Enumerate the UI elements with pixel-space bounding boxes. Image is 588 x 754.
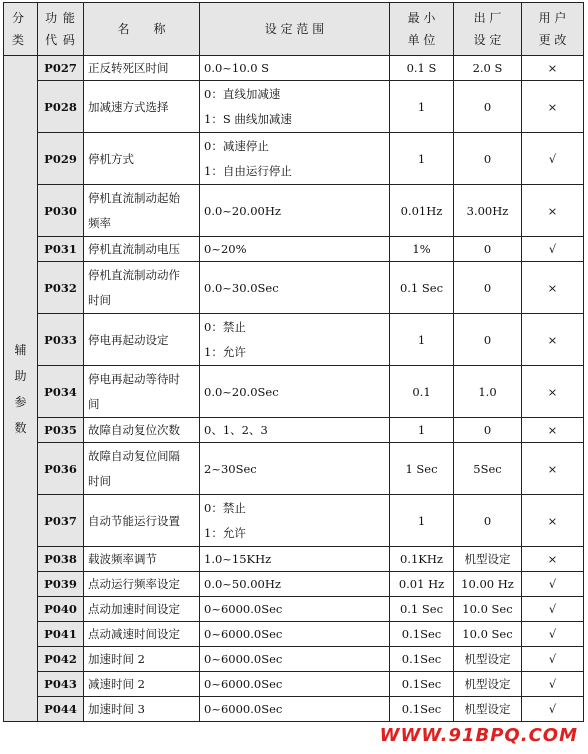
param-range-line: 0.0~20.00Hz xyxy=(204,203,281,218)
param-range-line: 0、1、2、3 xyxy=(204,423,268,437)
param-range xyxy=(200,418,390,443)
param-range-line: 0：禁止 xyxy=(204,500,246,515)
header-default: 出 厂 设 定 xyxy=(454,3,522,56)
param-default: 1.0 xyxy=(454,366,522,418)
param-name xyxy=(84,597,200,622)
param-range-line: 0.0~50.00Hz xyxy=(204,577,281,591)
param-range-line: 1：允许 xyxy=(204,525,246,540)
category-char: 参 xyxy=(14,394,27,409)
table-row xyxy=(4,262,584,314)
param-unit: 1 xyxy=(390,495,454,547)
param-range-line: 0~6000.0Sec xyxy=(204,702,283,716)
param-name-line: 停机直流制动动作 xyxy=(88,267,180,282)
param-range-line: 0.0~10.0 S xyxy=(204,61,270,75)
param-unit: 0.1Sec xyxy=(390,647,454,672)
param-range-line: 0：禁止 xyxy=(204,319,246,334)
param-unit: 0.1Sec xyxy=(390,697,454,722)
table-row xyxy=(4,572,584,597)
param-code: P029 xyxy=(38,133,84,185)
header-unit: 最 小 单 位 xyxy=(390,3,454,56)
param-default: 机型设定 xyxy=(454,647,522,672)
param-name xyxy=(84,647,200,672)
param-unit: 1 xyxy=(390,133,454,185)
param-name-line: 频率 xyxy=(88,215,111,230)
param-name-line: 停机直流制动起始 xyxy=(88,190,180,205)
param-name-line: 加速时间 3 xyxy=(88,702,145,716)
param-name-line: 停电再起动等待时 xyxy=(88,371,180,386)
param-code: P043 xyxy=(38,672,84,697)
param-name xyxy=(84,237,200,262)
param-name-line: 点动运行频率设定 xyxy=(88,577,180,591)
param-range-line: 0~20% xyxy=(204,242,247,256)
param-user-change: × xyxy=(522,443,584,495)
category-cell xyxy=(4,56,38,722)
param-default: 0 xyxy=(454,495,522,547)
param-default: 0 xyxy=(454,418,522,443)
param-name-line: 时间 xyxy=(88,292,111,307)
param-code: P031 xyxy=(38,237,84,262)
param-name-line: 自动节能运行设置 xyxy=(88,513,180,528)
param-code: P039 xyxy=(38,572,84,597)
param-user-change: × xyxy=(522,495,584,547)
param-name-line: 点动减速时间设定 xyxy=(88,627,180,641)
param-range xyxy=(200,185,390,237)
param-name xyxy=(84,572,200,597)
param-range-line: 1：允许 xyxy=(204,344,246,359)
param-range-line: 0~6000.0Sec xyxy=(204,652,283,666)
param-range xyxy=(200,314,390,366)
param-code: P036 xyxy=(38,443,84,495)
header-row xyxy=(4,3,584,56)
param-user-change: × xyxy=(522,547,584,572)
param-default: 机型设定 xyxy=(454,547,522,572)
param-default: 3.00Hz xyxy=(454,185,522,237)
header-category: 分 类 xyxy=(4,3,38,56)
param-default: 0 xyxy=(454,237,522,262)
param-default: 10.0 Sec xyxy=(454,597,522,622)
param-code: P034 xyxy=(38,366,84,418)
param-unit: 1% xyxy=(390,237,454,262)
param-name xyxy=(84,622,200,647)
param-name xyxy=(84,697,200,722)
param-user-change: √ xyxy=(522,622,584,647)
param-range-line: 0：直线加减速 xyxy=(204,86,281,101)
param-code: P028 xyxy=(38,81,84,133)
param-code: P044 xyxy=(38,697,84,722)
param-code: P038 xyxy=(38,547,84,572)
param-unit: 0.1 xyxy=(390,366,454,418)
param-range-line: 1：S 曲线加减速 xyxy=(204,111,292,126)
param-name-line: 减速时间 2 xyxy=(88,677,145,691)
param-user-change: √ xyxy=(522,672,584,697)
param-range xyxy=(200,647,390,672)
param-user-change: √ xyxy=(522,597,584,622)
param-user-change: × xyxy=(522,81,584,133)
header-user-change: 用 户 更 改 xyxy=(522,3,584,56)
param-range-line: 0~6000.0Sec xyxy=(204,677,283,691)
table-row xyxy=(4,185,584,237)
parameter-table xyxy=(3,2,584,722)
param-name xyxy=(84,81,200,133)
table-row xyxy=(4,597,584,622)
table-row xyxy=(4,133,584,185)
param-name xyxy=(84,547,200,572)
param-user-change: × xyxy=(522,56,584,81)
param-range xyxy=(200,495,390,547)
param-range xyxy=(200,697,390,722)
param-default: 机型设定 xyxy=(454,697,522,722)
param-name xyxy=(84,418,200,443)
param-range-line: 0：减速停止 xyxy=(204,138,269,153)
param-range-line: 2~30Sec xyxy=(204,461,257,476)
param-default: 10.0 Sec xyxy=(454,622,522,647)
param-user-change: √ xyxy=(522,697,584,722)
param-name xyxy=(84,366,200,418)
param-default: 0 xyxy=(454,133,522,185)
param-code: P030 xyxy=(38,185,84,237)
param-default: 0 xyxy=(454,81,522,133)
param-range xyxy=(200,366,390,418)
table-row xyxy=(4,237,584,262)
param-code: P032 xyxy=(38,262,84,314)
header-range: 设 定 范 围 xyxy=(200,3,390,56)
param-name-line: 加速时间 2 xyxy=(88,652,145,666)
param-unit: 1 Sec xyxy=(390,443,454,495)
table-row xyxy=(4,314,584,366)
param-unit: 1 xyxy=(390,314,454,366)
param-range xyxy=(200,443,390,495)
param-name xyxy=(84,262,200,314)
param-code: P037 xyxy=(38,495,84,547)
param-user-change: × xyxy=(522,262,584,314)
param-unit: 0.1 S xyxy=(390,56,454,81)
param-name-line: 故障自动复位间隔 xyxy=(88,448,180,463)
param-name-line: 停电再起动设定 xyxy=(88,332,169,347)
table-row xyxy=(4,418,584,443)
param-user-change: × xyxy=(522,366,584,418)
param-range xyxy=(200,672,390,697)
param-range-line: 1：自由运行停止 xyxy=(204,163,292,178)
table-row xyxy=(4,547,584,572)
param-default: 机型设定 xyxy=(454,672,522,697)
param-range xyxy=(200,547,390,572)
param-user-change: √ xyxy=(522,572,584,597)
param-user-change: √ xyxy=(522,237,584,262)
category-char: 助 xyxy=(14,368,27,383)
table-row xyxy=(4,495,584,547)
param-name-line: 正反转死区时间 xyxy=(88,61,169,75)
table-row xyxy=(4,672,584,697)
param-range-line: 0.0~30.0Sec xyxy=(204,280,279,295)
param-name xyxy=(84,133,200,185)
param-range xyxy=(200,597,390,622)
table-row xyxy=(4,622,584,647)
param-range xyxy=(200,572,390,597)
param-name xyxy=(84,495,200,547)
param-name-line: 停机直流制动电压 xyxy=(88,242,180,256)
param-range xyxy=(200,262,390,314)
header-code: 功 能 代 码 xyxy=(38,3,84,56)
param-default: 0 xyxy=(454,262,522,314)
param-code: P042 xyxy=(38,647,84,672)
param-unit: 0.1Sec xyxy=(390,672,454,697)
param-unit: 0.1KHz xyxy=(390,547,454,572)
table-row xyxy=(4,81,584,133)
param-code: P040 xyxy=(38,597,84,622)
param-default: 5Sec xyxy=(454,443,522,495)
param-unit: 1 xyxy=(390,81,454,133)
param-user-change: √ xyxy=(522,133,584,185)
param-name-line: 间 xyxy=(88,396,100,411)
param-name xyxy=(84,185,200,237)
category-char: 数 xyxy=(14,420,27,435)
table-row xyxy=(4,697,584,722)
param-code: P041 xyxy=(38,622,84,647)
param-default: 10.00 Hz xyxy=(454,572,522,597)
param-unit: 0.1 Sec xyxy=(390,262,454,314)
param-name xyxy=(84,672,200,697)
param-unit: 0.01 Hz xyxy=(390,572,454,597)
param-default: 0 xyxy=(454,314,522,366)
param-name-line: 时间 xyxy=(88,473,111,488)
param-unit: 0.01Hz xyxy=(390,185,454,237)
param-user-change: √ xyxy=(522,647,584,672)
param-range xyxy=(200,133,390,185)
param-name-line: 载波频率调节 xyxy=(88,552,157,566)
param-range xyxy=(200,56,390,81)
category-char: 辅 xyxy=(14,342,27,357)
param-range xyxy=(200,237,390,262)
param-unit: 0.1Sec xyxy=(390,622,454,647)
param-range-line: 0~6000.0Sec xyxy=(204,627,283,641)
table-row xyxy=(4,56,584,81)
param-range-line: 0.0~20.0Sec xyxy=(204,384,279,399)
param-code: P035 xyxy=(38,418,84,443)
param-range xyxy=(200,622,390,647)
param-code: P033 xyxy=(38,314,84,366)
param-name-line: 停机方式 xyxy=(88,151,134,166)
param-user-change: × xyxy=(522,185,584,237)
table-row xyxy=(4,647,584,672)
param-unit: 0.1 Sec xyxy=(390,597,454,622)
param-range-line: 0~6000.0Sec xyxy=(204,602,283,616)
param-name xyxy=(84,443,200,495)
param-name-line: 加减速方式选择 xyxy=(88,99,169,114)
param-name-line: 故障自动复位次数 xyxy=(88,423,180,437)
param-code: P027 xyxy=(38,56,84,81)
param-name-line: 点动加速时间设定 xyxy=(88,602,180,616)
param-unit: 1 xyxy=(390,418,454,443)
param-range xyxy=(200,81,390,133)
table-row xyxy=(4,443,584,495)
param-user-change: × xyxy=(522,418,584,443)
param-name xyxy=(84,56,200,81)
watermark: WWW.91BPQ.COM xyxy=(379,725,578,746)
param-name xyxy=(84,314,200,366)
header-name: 名 称 xyxy=(84,3,200,56)
param-default: 2.0 S xyxy=(454,56,522,81)
table-row xyxy=(4,366,584,418)
param-user-change: × xyxy=(522,314,584,366)
param-range-line: 1.0~15KHz xyxy=(204,552,272,566)
